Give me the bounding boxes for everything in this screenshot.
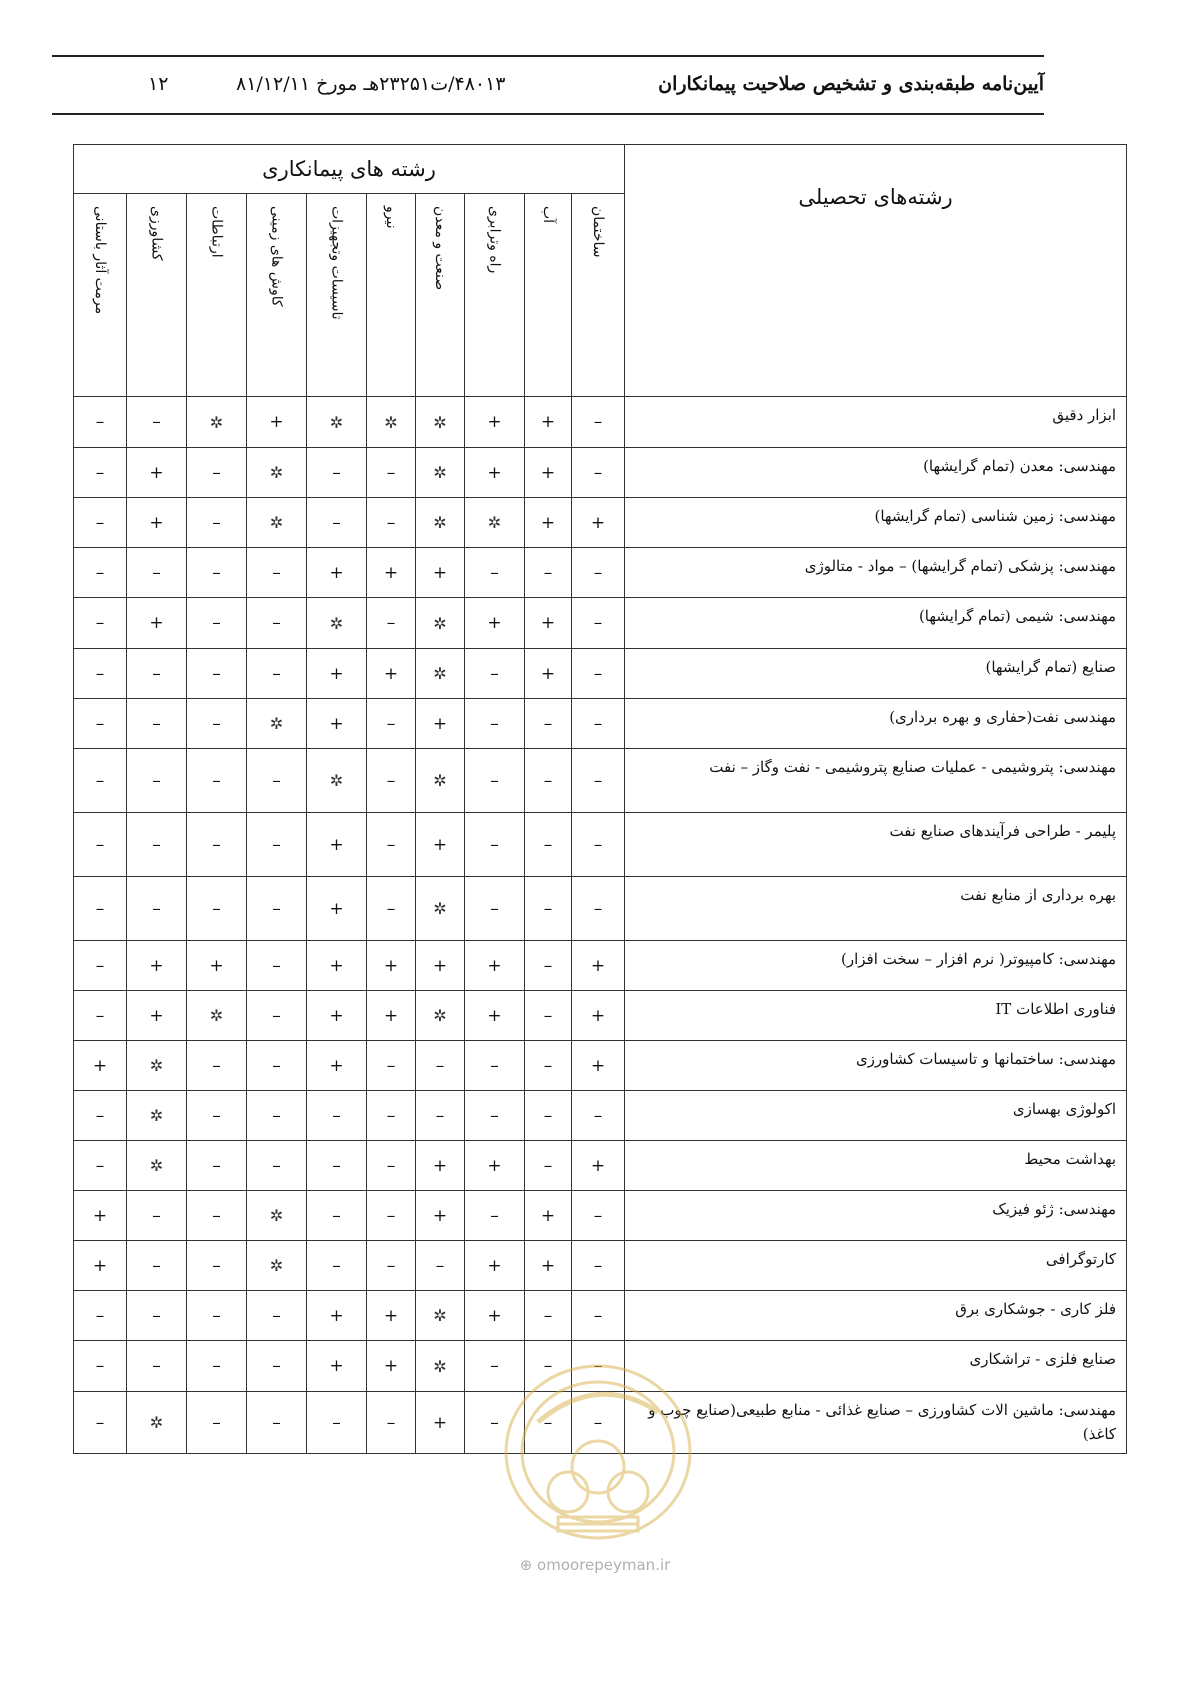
eligibility-mark: + xyxy=(367,941,416,991)
eligibility-mark: + xyxy=(525,1241,572,1291)
table-row xyxy=(74,1091,1127,1141)
eligibility-mark: – xyxy=(247,1392,307,1454)
eligibility-mark: – xyxy=(572,699,625,749)
eligibility-mark: – xyxy=(367,877,416,941)
table-row xyxy=(74,397,1127,448)
eligibility-mark: – xyxy=(127,397,187,448)
eligibility-mark: ✲ xyxy=(247,1191,307,1241)
eligibility-mark: – xyxy=(127,1291,187,1341)
column-header xyxy=(465,194,525,397)
eligibility-mark: – xyxy=(247,548,307,598)
eligibility-mark: ✲ xyxy=(247,448,307,498)
eligibility-mark: – xyxy=(367,1041,416,1091)
academic-field-name: مهندسی: ساختمانها و تاسیسات کشاورزی xyxy=(625,1041,1127,1091)
eligibility-mark: + xyxy=(307,1041,367,1091)
eligibility-mark: – xyxy=(367,1091,416,1141)
eligibility-mark: – xyxy=(367,1141,416,1191)
academic-field-name: مهندسی نفت(حفاری و بهره برداری) xyxy=(625,699,1127,749)
eligibility-mark: ✲ xyxy=(416,598,465,649)
table-row xyxy=(74,877,1127,941)
academic-fields-header: رشته‌های تحصیلی xyxy=(625,145,1127,397)
eligibility-mark: – xyxy=(572,1191,625,1241)
eligibility-mark: + xyxy=(525,448,572,498)
eligibility-mark: – xyxy=(74,598,127,649)
eligibility-mark: – xyxy=(187,749,247,813)
eligibility-mark: + xyxy=(525,649,572,699)
eligibility-mark: + xyxy=(127,991,187,1041)
eligibility-mark: + xyxy=(307,1341,367,1392)
eligibility-mark: ✲ xyxy=(416,749,465,813)
eligibility-table xyxy=(73,144,1127,1454)
eligibility-mark: + xyxy=(525,598,572,649)
column-header-label: تاسیسات وتجهیزات xyxy=(328,206,345,320)
eligibility-mark: – xyxy=(247,1291,307,1341)
eligibility-mark: – xyxy=(465,1341,525,1392)
eligibility-mark: ✲ xyxy=(247,498,307,548)
eligibility-mark: ✲ xyxy=(416,991,465,1041)
column-header xyxy=(187,194,247,397)
eligibility-mark: + xyxy=(416,941,465,991)
eligibility-mark: – xyxy=(187,649,247,699)
academic-field-name: ابزار دقیق xyxy=(625,397,1127,448)
eligibility-mark: ✲ xyxy=(247,699,307,749)
eligibility-mark: – xyxy=(74,649,127,699)
eligibility-mark: ✲ xyxy=(127,1392,187,1454)
eligibility-mark: + xyxy=(127,941,187,991)
eligibility-mark: + xyxy=(367,1341,416,1392)
academic-field-name: فلز کاری - جوشکاری برق xyxy=(625,1291,1127,1341)
table-row xyxy=(74,699,1127,749)
eligibility-mark: – xyxy=(74,397,127,448)
document-title: آیین‌نامه طبقه‌بندی و تشخیص صلاحیت پیمانکاران xyxy=(658,73,1044,95)
column-header xyxy=(367,194,416,397)
eligibility-mark: + xyxy=(127,498,187,548)
eligibility-mark: – xyxy=(247,649,307,699)
eligibility-mark: + xyxy=(465,991,525,1041)
official-seal-watermark xyxy=(498,1352,708,1562)
eligibility-mark: – xyxy=(127,877,187,941)
eligibility-mark: – xyxy=(367,699,416,749)
eligibility-mark: – xyxy=(127,548,187,598)
eligibility-mark: – xyxy=(74,448,127,498)
decree-reference: ۴۸۰۱۳/ت۲۳۲۵۱هـ مورخ ۸۱/۱۲/۱۱ xyxy=(236,73,506,95)
eligibility-mark: ✲ xyxy=(416,1341,465,1392)
eligibility-mark: – xyxy=(416,1041,465,1091)
eligibility-mark: + xyxy=(247,397,307,448)
eligibility-mark: – xyxy=(187,1341,247,1392)
table-row xyxy=(74,498,1127,548)
eligibility-mark: + xyxy=(307,941,367,991)
eligibility-mark: – xyxy=(187,1141,247,1191)
eligibility-mark: ✲ xyxy=(187,991,247,1041)
eligibility-mark: – xyxy=(572,1241,625,1291)
eligibility-mark: – xyxy=(525,1291,572,1341)
table-row xyxy=(74,991,1127,1041)
eligibility-mark: – xyxy=(367,1191,416,1241)
eligibility-mark: – xyxy=(247,941,307,991)
eligibility-mark: + xyxy=(572,991,625,1041)
eligibility-mark: – xyxy=(465,813,525,877)
eligibility-mark: – xyxy=(572,1291,625,1341)
eligibility-mark: – xyxy=(465,1041,525,1091)
eligibility-mark: + xyxy=(572,1041,625,1091)
academic-field-name: مهندسی: پتروشیمی - عملیات صنایع پتروشیمی - نفت وگاز – نفت xyxy=(625,749,1127,813)
table-row xyxy=(74,548,1127,598)
column-header xyxy=(416,194,465,397)
eligibility-mark: – xyxy=(525,1041,572,1091)
eligibility-mark: + xyxy=(525,397,572,448)
academic-field-name: صنایع (تمام گرایشها) xyxy=(625,649,1127,699)
academic-field-name: مهندسی: ماشین الات کشاورزی – صنایع غذائی - منابع طبیعی(صنایع چوب و کاغذ) xyxy=(625,1392,1127,1454)
academic-field-name: فناوری اطلاعات IT xyxy=(625,991,1127,1041)
eligibility-mark: + xyxy=(465,1141,525,1191)
eligibility-mark: – xyxy=(367,1241,416,1291)
eligibility-mark: – xyxy=(74,1392,127,1454)
eligibility-mark: – xyxy=(367,749,416,813)
eligibility-mark: – xyxy=(367,813,416,877)
eligibility-mark: – xyxy=(572,1091,625,1141)
eligibility-mark: – xyxy=(525,1392,572,1454)
eligibility-mark: ✲ xyxy=(187,397,247,448)
eligibility-mark: – xyxy=(307,1392,367,1454)
eligibility-mark: – xyxy=(307,448,367,498)
eligibility-mark: + xyxy=(367,548,416,598)
eligibility-mark: – xyxy=(367,498,416,548)
eligibility-mark: – xyxy=(127,1241,187,1291)
eligibility-mark: – xyxy=(572,548,625,598)
eligibility-mark: + xyxy=(127,598,187,649)
eligibility-mark: – xyxy=(247,1091,307,1141)
eligibility-mark: ✲ xyxy=(416,877,465,941)
eligibility-mark: – xyxy=(247,749,307,813)
eligibility-mark: – xyxy=(74,813,127,877)
academic-field-name: مهندسی: پزشکی (تمام گرایشها) – مواد - متالوژی xyxy=(625,548,1127,598)
eligibility-mark: + xyxy=(367,991,416,1041)
eligibility-mark: – xyxy=(187,1041,247,1091)
eligibility-mark: – xyxy=(74,991,127,1041)
eligibility-mark: + xyxy=(416,1191,465,1241)
column-header xyxy=(307,194,367,397)
eligibility-mark: + xyxy=(307,548,367,598)
eligibility-mark: – xyxy=(525,1091,572,1141)
eligibility-mark: ✲ xyxy=(367,397,416,448)
eligibility-mark: + xyxy=(525,498,572,548)
eligibility-mark: – xyxy=(307,1141,367,1191)
eligibility-mark: – xyxy=(187,448,247,498)
eligibility-mark: ✲ xyxy=(465,498,525,548)
eligibility-mark: + xyxy=(307,649,367,699)
eligibility-mark: – xyxy=(187,548,247,598)
eligibility-mark: + xyxy=(572,1141,625,1191)
eligibility-mark: ✲ xyxy=(127,1041,187,1091)
column-header-label: ساختمان xyxy=(590,206,607,258)
eligibility-mark: – xyxy=(572,598,625,649)
eligibility-mark: – xyxy=(247,813,307,877)
eligibility-mark: + xyxy=(367,649,416,699)
eligibility-mark: – xyxy=(247,877,307,941)
eligibility-mark: + xyxy=(465,1241,525,1291)
eligibility-mark: – xyxy=(74,1091,127,1141)
header-row-groups xyxy=(74,145,1127,194)
eligibility-mark: – xyxy=(367,448,416,498)
eligibility-mark: – xyxy=(247,991,307,1041)
table-row xyxy=(74,941,1127,991)
column-header-label: نیرو xyxy=(383,206,399,229)
eligibility-mark: + xyxy=(416,1392,465,1454)
column-header xyxy=(572,194,625,397)
eligibility-mark: – xyxy=(247,1341,307,1392)
eligibility-mark: ✲ xyxy=(416,649,465,699)
eligibility-mark: – xyxy=(127,813,187,877)
eligibility-mark: – xyxy=(465,699,525,749)
eligibility-mark: – xyxy=(187,1091,247,1141)
eligibility-mark: + xyxy=(74,1191,127,1241)
eligibility-mark: – xyxy=(74,548,127,598)
eligibility-mark: – xyxy=(74,1291,127,1341)
eligibility-mark: ✲ xyxy=(127,1091,187,1141)
eligibility-mark: – xyxy=(307,1191,367,1241)
column-header xyxy=(127,194,187,397)
website-watermark xyxy=(0,1556,1190,1574)
eligibility-mark: – xyxy=(416,1241,465,1291)
table-row xyxy=(74,1291,1127,1341)
column-header-label: راه وترابری xyxy=(486,206,503,274)
eligibility-mark: ✲ xyxy=(416,397,465,448)
eligibility-mark: – xyxy=(465,749,525,813)
eligibility-mark: ✲ xyxy=(416,448,465,498)
eligibility-mark: – xyxy=(187,877,247,941)
eligibility-mark: + xyxy=(465,598,525,649)
eligibility-mark: + xyxy=(465,941,525,991)
eligibility-mark: – xyxy=(525,749,572,813)
academic-field-name: مهندسی: کامپیوتر( نرم افزار – سخت افزار) xyxy=(625,941,1127,991)
eligibility-mark: – xyxy=(572,813,625,877)
eligibility-mark: – xyxy=(465,548,525,598)
eligibility-mark: – xyxy=(187,699,247,749)
academic-field-name: کارتوگرافی xyxy=(625,1241,1127,1291)
column-header xyxy=(525,194,572,397)
eligibility-mark: + xyxy=(416,813,465,877)
eligibility-mark: ✲ xyxy=(247,1241,307,1291)
eligibility-mark: + xyxy=(465,397,525,448)
eligibility-mark: – xyxy=(465,1191,525,1241)
eligibility-mark: ✲ xyxy=(416,498,465,548)
eligibility-mark: – xyxy=(187,813,247,877)
academic-field-name: مهندسی: زمین شناسی (تمام گرایشها) xyxy=(625,498,1127,548)
eligibility-mark: – xyxy=(74,498,127,548)
column-header xyxy=(74,194,127,397)
eligibility-mark: – xyxy=(187,1291,247,1341)
eligibility-mark: – xyxy=(247,1041,307,1091)
eligibility-mark: – xyxy=(525,991,572,1041)
eligibility-mark: – xyxy=(247,598,307,649)
column-header-label: کشاورزی xyxy=(148,206,165,261)
website-url: omoorepeyman.ir xyxy=(537,1556,671,1574)
eligibility-mark: – xyxy=(572,749,625,813)
eligibility-mark: – xyxy=(525,813,572,877)
eligibility-mark: – xyxy=(367,598,416,649)
eligibility-mark: ✲ xyxy=(307,598,367,649)
column-header xyxy=(247,194,307,397)
eligibility-mark: – xyxy=(74,877,127,941)
eligibility-mark: ✲ xyxy=(127,1141,187,1191)
table-row xyxy=(74,649,1127,699)
eligibility-mark: + xyxy=(416,548,465,598)
eligibility-mark: – xyxy=(127,649,187,699)
eligibility-mark: – xyxy=(572,649,625,699)
page-header xyxy=(52,55,1044,115)
eligibility-mark: – xyxy=(525,941,572,991)
eligibility-mark: ✲ xyxy=(307,749,367,813)
academic-field-name: مهندسی: ژئو فیزیک xyxy=(625,1191,1127,1241)
eligibility-mark: – xyxy=(127,749,187,813)
eligibility-mark: – xyxy=(307,498,367,548)
eligibility-mark: – xyxy=(127,699,187,749)
eligibility-mark: – xyxy=(572,1341,625,1392)
eligibility-mark: ✲ xyxy=(416,1291,465,1341)
academic-field-name: صنایع فلزی - تراشکاری xyxy=(625,1341,1127,1392)
eligibility-mark: + xyxy=(465,448,525,498)
eligibility-mark: + xyxy=(416,699,465,749)
eligibility-mark: – xyxy=(127,1191,187,1241)
eligibility-mark: + xyxy=(307,813,367,877)
page-number: ۱۲ xyxy=(148,73,169,95)
eligibility-mark: – xyxy=(525,1341,572,1392)
eligibility-mark: – xyxy=(307,1091,367,1141)
column-header-label: کاوش های زمینی xyxy=(268,206,285,307)
eligibility-mark: – xyxy=(247,1141,307,1191)
eligibility-mark: – xyxy=(525,1141,572,1191)
eligibility-mark: – xyxy=(187,1191,247,1241)
table-row xyxy=(74,1241,1127,1291)
eligibility-mark: + xyxy=(572,941,625,991)
eligibility-mark: – xyxy=(572,1392,625,1454)
column-header-label: مرمت آثار باستانی xyxy=(92,206,108,315)
eligibility-mark: + xyxy=(465,1291,525,1341)
eligibility-mark: + xyxy=(127,448,187,498)
eligibility-mark: + xyxy=(416,1141,465,1191)
column-header-label: صنعت و معدن xyxy=(432,206,448,291)
eligibility-mark: – xyxy=(525,699,572,749)
table-row xyxy=(74,1191,1127,1241)
eligibility-mark: – xyxy=(572,877,625,941)
column-header-label: ارتباطات xyxy=(208,206,225,258)
eligibility-mark: – xyxy=(74,941,127,991)
academic-field-name: مهندسی: معدن (تمام گرایشها) xyxy=(625,448,1127,498)
column-header-label: آب xyxy=(540,206,556,224)
eligibility-mark: – xyxy=(367,1392,416,1454)
eligibility-mark: + xyxy=(525,1191,572,1241)
eligibility-mark: + xyxy=(572,498,625,548)
eligibility-mark: – xyxy=(187,498,247,548)
eligibility-mark: + xyxy=(187,941,247,991)
academic-field-name: بهره برداری از منابع نفت xyxy=(625,877,1127,941)
eligibility-mark: ✲ xyxy=(307,397,367,448)
eligibility-mark: – xyxy=(572,448,625,498)
eligibility-mark: – xyxy=(525,548,572,598)
table-row xyxy=(74,1041,1127,1091)
table-row xyxy=(74,749,1127,813)
eligibility-mark: – xyxy=(127,1341,187,1392)
eligibility-mark: – xyxy=(74,749,127,813)
eligibility-mark: – xyxy=(465,1392,525,1454)
eligibility-mark: – xyxy=(525,877,572,941)
academic-field-name: بهداشت محیط xyxy=(625,1141,1127,1191)
eligibility-mark: + xyxy=(367,1291,416,1341)
eligibility-mark: + xyxy=(307,991,367,1041)
eligibility-mark: – xyxy=(307,1241,367,1291)
table-row xyxy=(74,813,1127,877)
globe-icon: ⊕ xyxy=(519,1556,533,1574)
eligibility-mark: – xyxy=(572,397,625,448)
eligibility-mark: + xyxy=(307,699,367,749)
eligibility-mark: + xyxy=(74,1241,127,1291)
eligibility-mark: – xyxy=(74,1341,127,1392)
table-row xyxy=(74,1141,1127,1191)
eligibility-mark: – xyxy=(187,598,247,649)
eligibility-mark: + xyxy=(307,877,367,941)
eligibility-mark: + xyxy=(307,1291,367,1341)
academic-field-name: مهندسی: شیمی (تمام گرایشها) xyxy=(625,598,1127,649)
eligibility-mark: – xyxy=(74,1141,127,1191)
eligibility-mark: – xyxy=(465,877,525,941)
eligibility-mark: – xyxy=(416,1091,465,1141)
eligibility-mark: – xyxy=(187,1241,247,1291)
eligibility-mark: – xyxy=(74,699,127,749)
academic-field-name: اکولوژی بهسازی xyxy=(625,1091,1127,1141)
table-row xyxy=(74,598,1127,649)
eligibility-mark: – xyxy=(187,1392,247,1454)
eligibility-mark: + xyxy=(74,1041,127,1091)
eligibility-mark: – xyxy=(465,649,525,699)
table-row xyxy=(74,448,1127,498)
academic-field-name: پلیمر - طراحی فرآیندهای صنایع نفت xyxy=(625,813,1127,877)
eligibility-mark: – xyxy=(465,1091,525,1141)
contracting-fields-header: رشته های پیمانکاری xyxy=(74,145,625,194)
